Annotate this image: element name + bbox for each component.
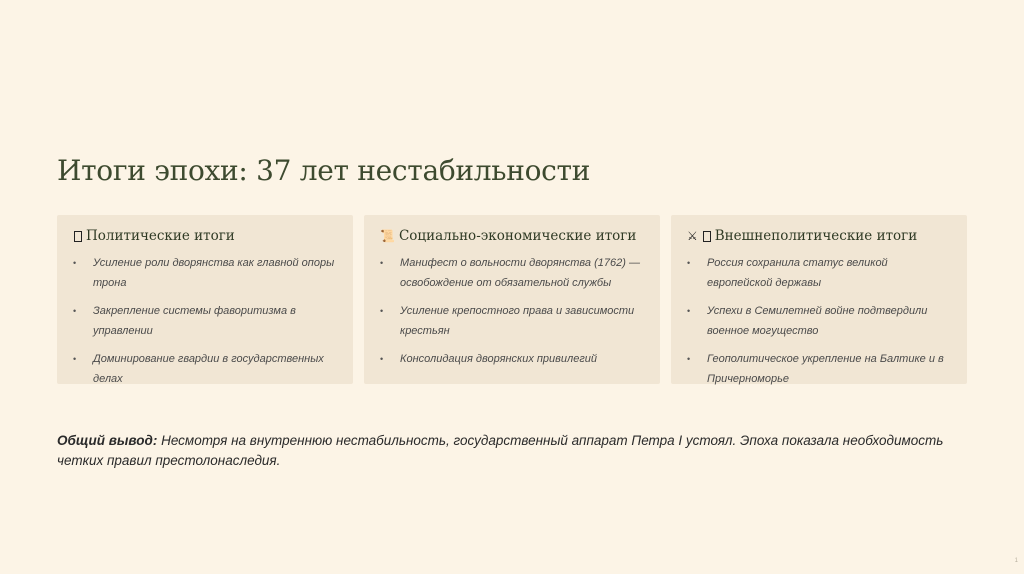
- box-icon: [74, 231, 82, 242]
- list-item: • Манифест о вольности дворянства (1762) — освобождение от обязательной службы: [380, 253, 646, 293]
- list-item: • Успехи в Семилетней войне подтвердили военное могущество: [687, 301, 953, 341]
- list-item: • Закрепление системы фаворитизма в управлении: [73, 301, 339, 341]
- card-political-heading: [73, 227, 339, 245]
- box-icon: [703, 231, 711, 242]
- list-item: • Геополитическое укрепление на Балтике и в Причерноморье: [687, 349, 953, 389]
- list-item: • Консолидация дворянских привилегий: [380, 349, 646, 369]
- bullet: •: [380, 354, 384, 364]
- summary-cards: [57, 215, 967, 384]
- card-foreign-policy-list: [687, 253, 953, 389]
- list-item: • Россия сохранила статус великой европейской державы: [687, 253, 953, 293]
- bullet: •: [687, 354, 691, 364]
- bullet: •: [687, 258, 691, 268]
- card-socioeconomic-title: Социально-экономические итоги: [398, 228, 637, 244]
- bullet: •: [687, 306, 691, 316]
- bullet: •: [73, 306, 77, 316]
- list-item: • Доминирование гвардии в государственных делах: [73, 349, 339, 389]
- scroll-icon: 📜: [380, 229, 395, 243]
- list-item: • Усиление крепостного права и зависимости крестьян: [380, 301, 646, 341]
- card-foreign-policy-heading: [687, 227, 953, 245]
- card-foreign-policy: [671, 215, 967, 384]
- card-political-title: Политические итоги: [86, 228, 235, 244]
- page-number: 1: [1014, 558, 1018, 564]
- crossed-swords-icon: ⚔: [687, 229, 698, 243]
- card-foreign-policy-title: Внешнеполитические итоги: [714, 228, 918, 244]
- bullet: •: [380, 258, 384, 268]
- list-item: • Усиление роли дворянства как главной опоры трона: [73, 253, 339, 293]
- card-political-list: [73, 253, 339, 389]
- card-political: [57, 215, 353, 384]
- bullet: •: [380, 306, 384, 316]
- bullet: •: [73, 258, 77, 268]
- card-socioeconomic-heading: [380, 227, 646, 245]
- conclusion-label: Общий вывод:: [57, 433, 158, 448]
- card-socioeconomic: [364, 215, 660, 384]
- conclusion: [57, 431, 972, 471]
- conclusion-text: Несмотря на внутреннюю нестабильность, государственный аппарат Петра I устоял. Эпоха показала необходимость четких правил престолонаследия.: [57, 433, 944, 468]
- slide-title: Итоги эпохи: 37 лет нестабильности: [57, 154, 591, 187]
- card-socioeconomic-list: [380, 253, 646, 369]
- bullet: •: [73, 354, 77, 364]
